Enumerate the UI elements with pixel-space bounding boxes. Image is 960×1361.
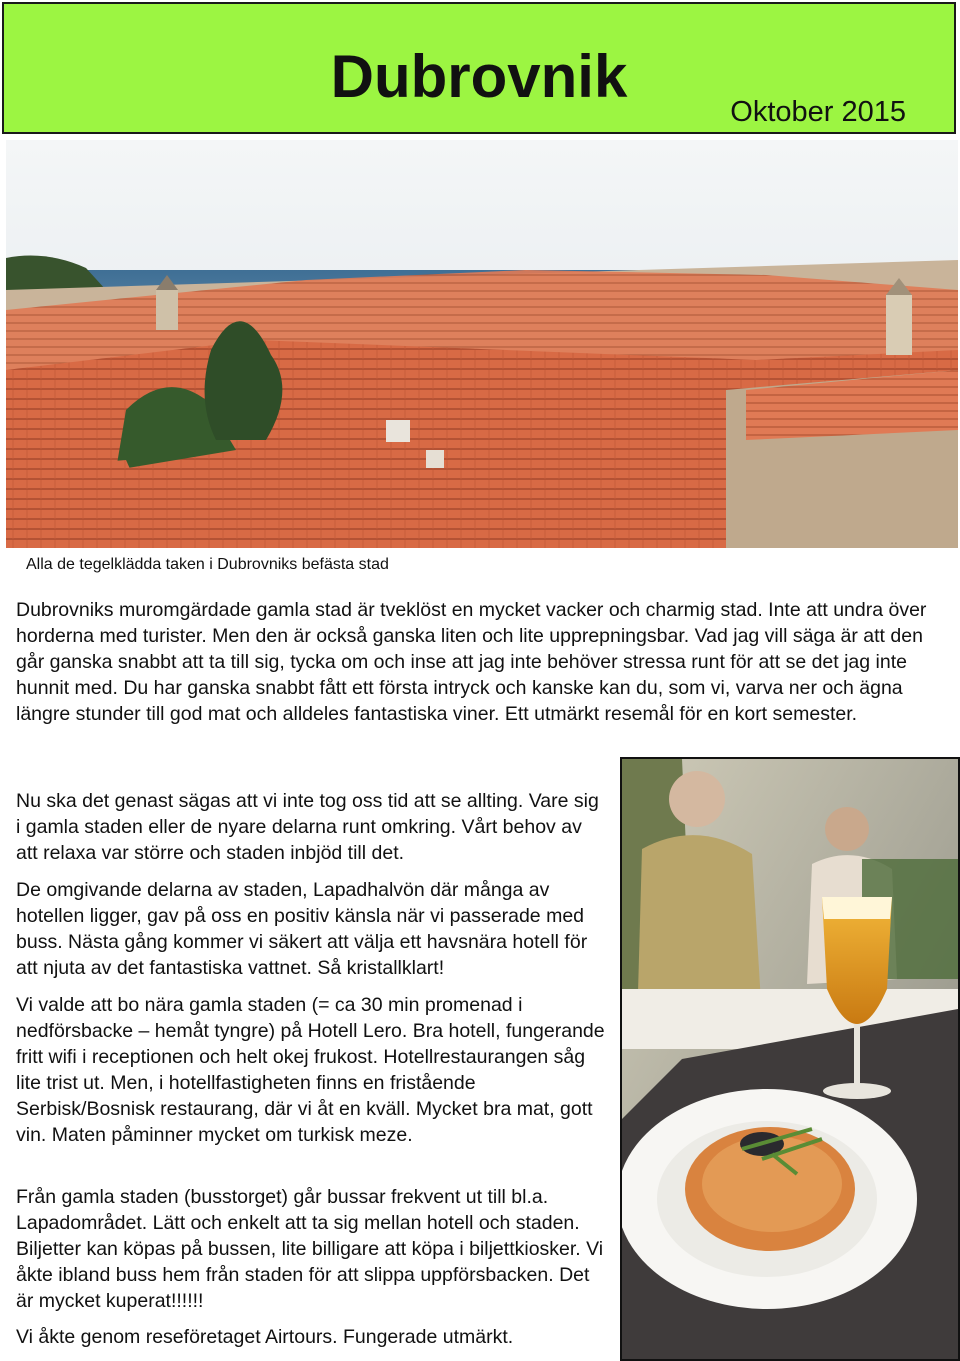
photo-caption: Alla de tegelklädda taken i Dubrovniks befästa stad [26, 556, 389, 573]
paragraph-intro: Dubrovniks muromgärdade gamla stad är tveklöst en mycket vacker och charmig stad. Inte att undra över horderna med turister. Men den är också ganska liten och lite upprepningsbar. Vad jag vill säga är att den går ganska snabbt att ta till sig, tycka om och inse att jag inte behöver stressa runt för att se det jag inte hunnit med. Du har ganska snabbt fått ett första intryck och kanske kan du, som vi, varva ner och ägna längre stunder till god mat och alldeles fantastiska viner. Ett utmärkt resemål för en kort semester. [16, 599, 927, 725]
rooftops-photo [6, 140, 958, 548]
restaurant-photo [620, 757, 960, 1361]
page-date: Oktober 2015 [730, 96, 906, 128]
paragraph-lapad: De omgivande delarna av staden, Lapadhalvön där många av hotellen ligger, gav på oss en positiv känsla när vi passerade med buss. Nästa gång kommer vi säkert att välja ett havsnära hotell för att njuta av det fantastiska vattnet. Så kristallklart! [16, 879, 588, 979]
paragraph-bus: Från gamla staden (busstorget) går bussar frekvent ut till bl.a. Lapadområdet. Lätt och enkelt att ta sig mellan hotell och staden. Biljetter kan köpas på bussen, lite billigare att köpa i biljettkiosker. Vi åkte ibland buss hem från staden för att slippa uppförsbacken. Det är mycket kuperat!!!!!! [16, 1186, 604, 1312]
header-banner [2, 2, 956, 134]
paragraph-hotel: Vi valde att bo nära gamla staden (= ca 30 min promenad i nedförsbacke – hemåt tyngre) på Hotell Lero. Bra hotell, fungerande fritt wifi i receptionen och helt okej frukost. Hotellrestaurangen såg lite trist ut. Men, i hotellfastigheten finns en fristående Serbisk/Bosnisk restaurang, där vi åt en kväll. Mycket bra mat, gott vin. Maten påminner mycket om turkisk meze. [16, 994, 605, 1146]
paragraph-travel-agency: Vi åkte genom reseföretaget Airtours. Fungerade utmärkt. [16, 1326, 514, 1348]
paragraph-relax: Nu ska det genast sägas att vi inte tog oss tid att se allting. Vare sig i gamla staden eller de nyare delarna runt omkring. Vårt behov av att relaxa var större och staden inbjöd till det. [16, 790, 599, 864]
page-title: Dubrovnik [330, 43, 628, 110]
